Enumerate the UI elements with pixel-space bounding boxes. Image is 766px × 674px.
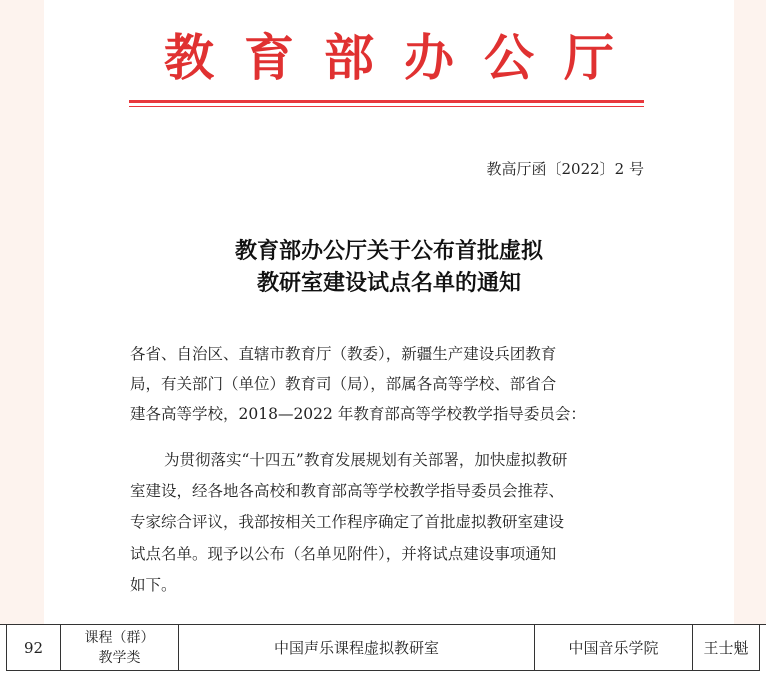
list-table-row bbox=[0, 624, 766, 674]
document-title-line-1: 教育部办公厅关于公布首批虚拟 bbox=[234, 238, 543, 264]
salutation-line: 各省、自治区、直辖市教育厅（教委），新疆生产建设兵团教育 bbox=[130, 345, 557, 363]
row-number: 92 bbox=[6, 625, 60, 671]
document-number: 教高厅函〔2022〕2 号 bbox=[486, 160, 644, 178]
letterhead-rule-thin bbox=[129, 106, 644, 107]
body-line: 室建设，经各地各高校和教育部高等学校教学指导委员会推荐、 bbox=[130, 482, 565, 500]
row-lab-name: 中国声乐课程虚拟教研室 bbox=[178, 625, 534, 671]
document-title-line-2: 教研室建设试点名单的通知 bbox=[256, 270, 521, 296]
salutation-line: 局，有关部门（单位）教育司（局），部属各高等学校、部省合 bbox=[130, 375, 557, 393]
document-page bbox=[44, 0, 734, 624]
row-category-line-2: 教学类 bbox=[98, 649, 141, 666]
body-line: 为贯彻落实“十四五”教育发展规划有关部署，加快虚拟教研 bbox=[164, 451, 568, 469]
row-person: 王士魁 bbox=[692, 625, 760, 671]
row-institution: 中国音乐学院 bbox=[534, 625, 692, 671]
row-category-line-1: 课程（群） bbox=[84, 629, 155, 646]
letterhead-rule bbox=[129, 100, 644, 103]
body-line: 试点名单。现予以公布（名单见附件），并将试点建设事项通知 bbox=[130, 545, 557, 563]
letterhead-title: 教育部办公厅 bbox=[164, 28, 644, 87]
body-line: 专家综合评议，我部按相关工作程序确定了首批虚拟教研室建设 bbox=[130, 513, 565, 531]
salutation-line: 建各高等学校，2018—2022 年教育部高等学校教学指导委员会： bbox=[130, 405, 586, 423]
row-category bbox=[60, 625, 178, 671]
body-line: 如下。 bbox=[130, 576, 177, 594]
